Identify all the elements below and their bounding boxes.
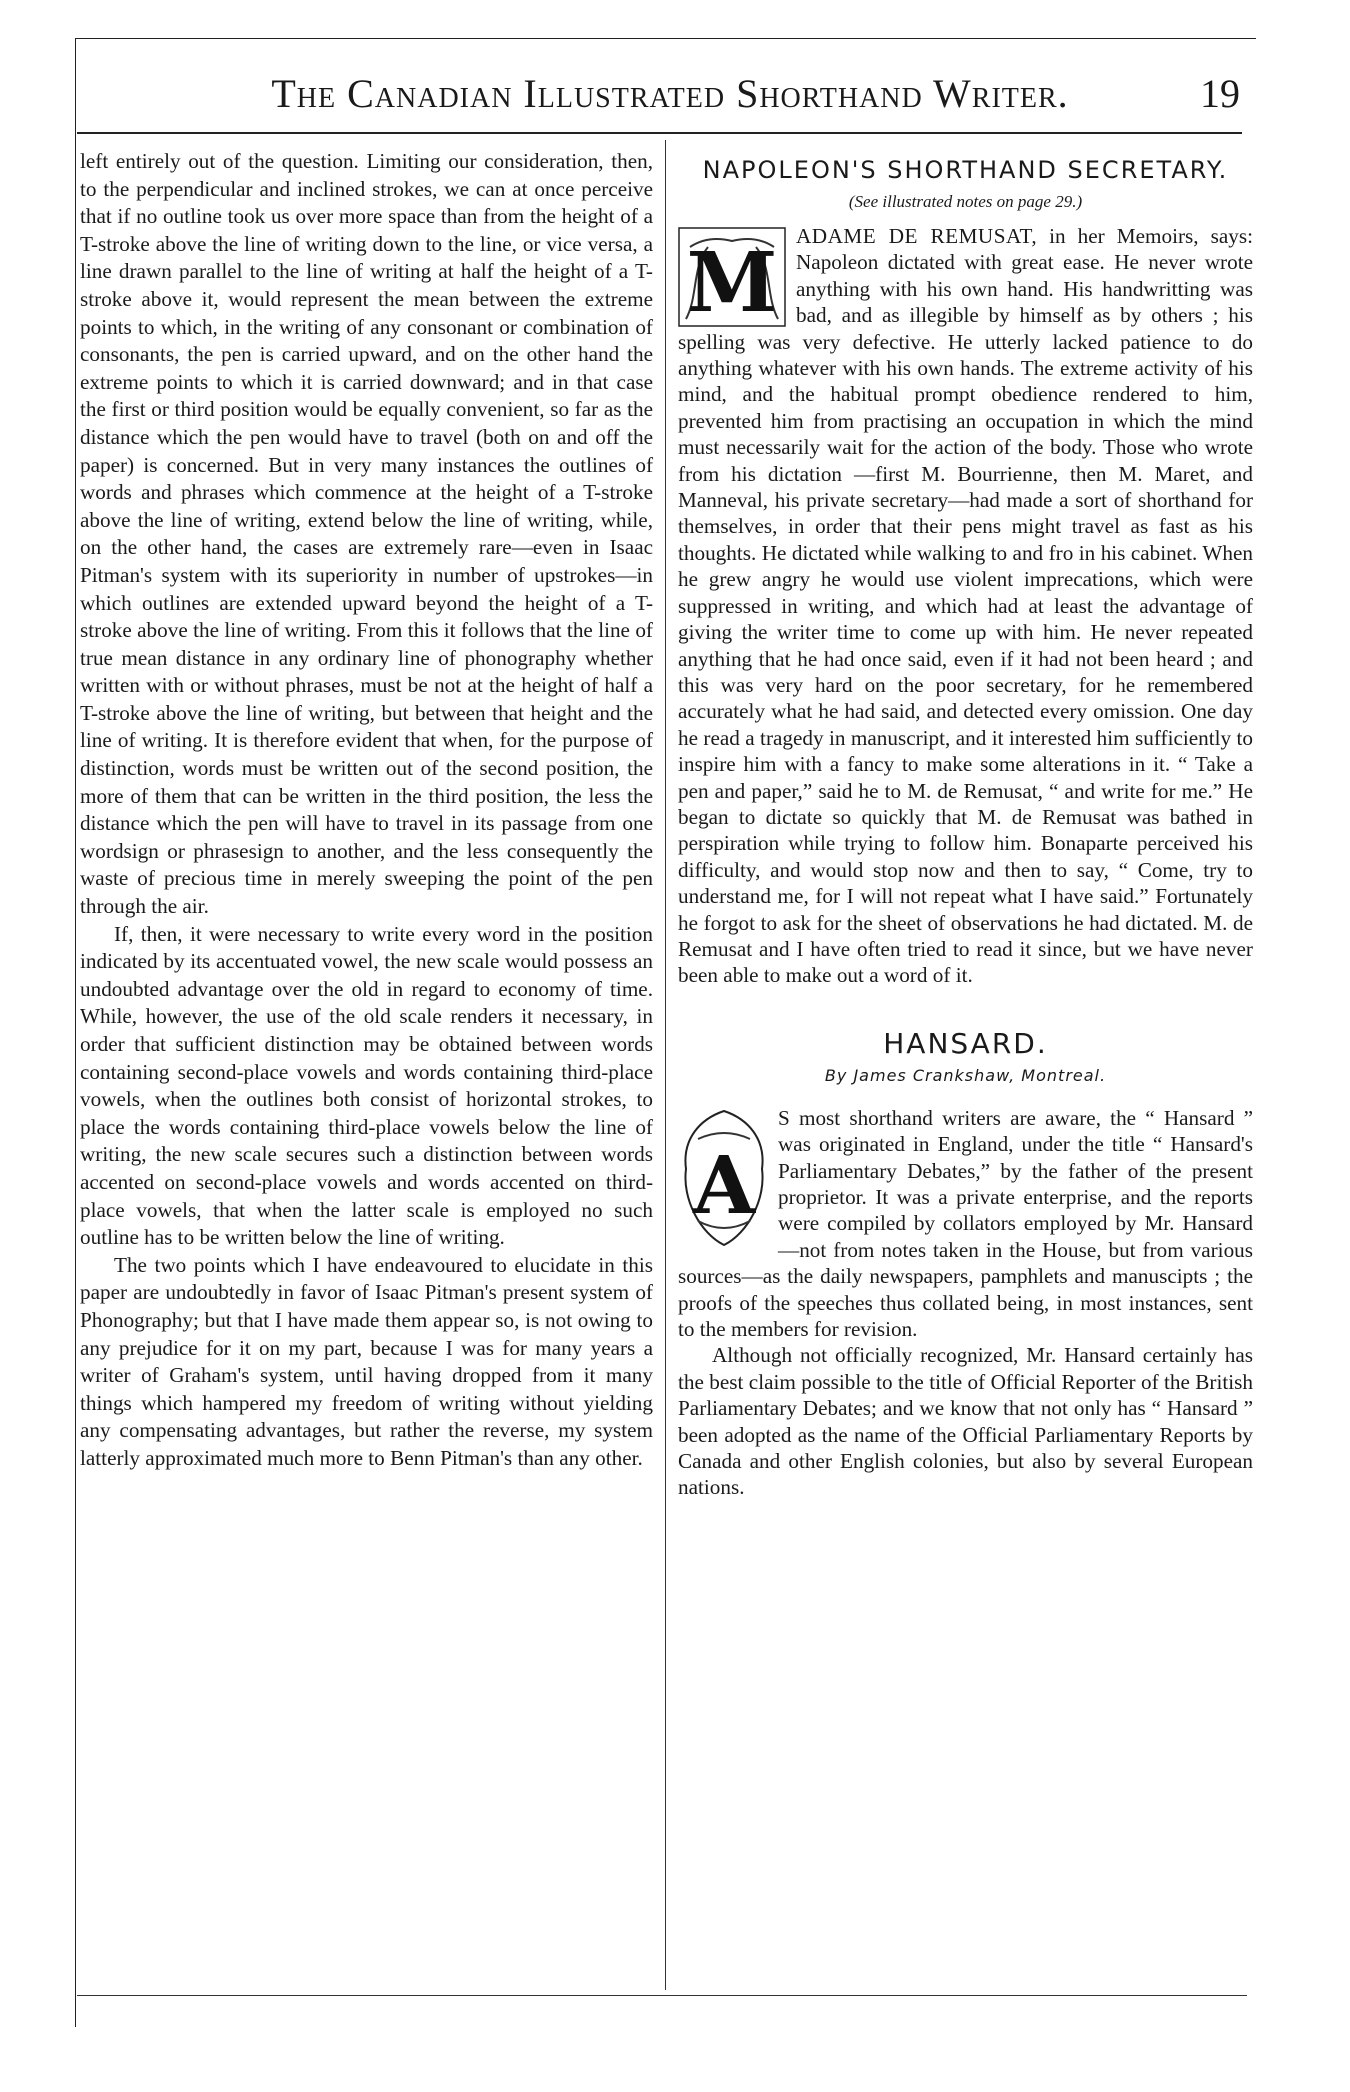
napoleon-article-note: (See illustrated notes on page 29.) [848,192,1083,211]
hansard-byline: By James Crankshaw, Montreal. [824,1065,1107,1085]
hansard-article-title: HANSARD. [883,1026,1048,1060]
napoleon-article-title: NAPOLEON'S SHORTHAND SECRETARY. [702,156,1229,184]
svg-text:A: A [692,1137,756,1232]
hansard-paragraph [678,1105,1253,1343]
left-column [80,148,653,1473]
running-head: The Canadian Illustrated Shorthand Writer. [271,71,1069,116]
napoleon-lead-in: ADAME DE REMUSAT, [796,224,1038,248]
left-paragraph: left entirely out of the question. Limiting our consideration, then, to the perpendicular and inclined strokes, we can at once perceive that if no outline took us over more space than from the height of a T-stroke above the line of writing down to the line, or vice versa, a line drawn parallel to the line of writing at half the height of a T-stroke above it, would represent the mean between the extreme points to which, in the writing of any consonant or combination of consonants, the pen is carried upward, and on the other hand the extreme points to which it is carried downward; and in that case the first or third position would be equally convenient, so far as the distance which the pen would have to travel (both on and off the paper) is concerned. But in very many instances the outlines of words and phrases which commence at the height of a T-stroke above the line of writing, extend below the line of writing, while, on the other hand, the cases are extremely rare—even in Isaac Pitman's system with its superiority in number of upstrokes—in which outlines are extended upward beyond the height of a T-stroke above the line of writing. From this it follows that the line of true mean distance in any ordinary line of phonography whether written with or without phrases, must be not at the height of half a T-stroke above the line of writing, but between that height and the line of writing. It is therefore evident that when, for the purpose of distinction, words must be written out of the second position, the more of them that can be written in the third position, the less the distance which the pen will have to travel in its passage from one wordsign or phrasesign to another, and the less consequently the waste of precious time in merely sweeping the point of the pen through the air. [80,149,653,919]
left-paragraph: If, then, it were necessary to write every word in the position indicated by its accentuated vowel, the new scale would possess an undoubted advantage over the old in regard to economy of time. While, however, the use of the old scale renders it necessary, in order that sufficient distinction may be obtained between words containing second-place vowels and words containing third-place vowels, when the outlines both consist of horizontal strokes, to place the words containing third-place vowels below the line of writing, the new scale secures such a distinction between words accented on second-place vowels and words accented on third-place vowels, that when the latter scale is employed no such outline has to be written below the line of writing. [80,921,653,1250]
svg-text:M: M [686,235,778,327]
column-divider [665,140,666,1990]
right-column [678,155,1253,1501]
header-rule [77,132,1242,134]
hansard-paragraph: Although not officially recognized, Mr. Hansard certainly has the best claim possible to the title of Official Reporter of the British Parliamentary Debates; and we know that not only has “ Hansard ” been adopted as the name of the Official Parliamentary Reports by Canada and other English colonies, but also by several European nations. [678,1343,1253,1500]
bottom-rule [77,1995,1247,1996]
ornamental-dropcap-a [678,1109,770,1247]
page-number: 19 [1200,71,1240,116]
napoleon-article-body [678,223,1253,989]
napoleon-body-text: in her Memoirs, says: Napoleon dictated with great ease. He never wrote anything with his own hand. His handwritting was bad, and as illegible by himself as by others ; his spelling was very defective. He utterly lacked patience to do anything whatever with his own hands. The extreme activity of his mind, and the habitual prompt obedience rendered to him, prevented him from practising an occupation in which the mind must necessarily wait for the action of the body. Those who wrote from his dictation —first M. Bourrienne, then M. Maret, and Manneval, his private secretary—had made a sort of shorthand for themselves, in order that their pens might travel as fast as his thoughts. He dictated while walking to and fro in his cabinet. When he grew angry he would use violent imprecations, which were suppressed in writing, and which had at least the advantage of giving the writer time to come up with him. He never repeated anything that he had once said, even if it had not been heard ; and this was very hard on the poor secretary, for he remembered accurately what he had said, and detected every omission. One day he read a tragedy in manuscript, and it interested him sufficiently to inspire him with a fancy to make some alterations in it. “ Take a pen and paper,” said he to M. de Remusat, “ and write for me.” He began to dictate so quickly that M. de Remusat was bathed in perspiration while trying to follow him. Bonaparte perceived his difficulty, and would stop now and then to say, “ Come, try to understand me, for I will not repeat what I have said.” Fortunately he forgot to ask for the sheet of observations he had dictated. M. de Remusat and I have often tried to read it since, but we have never been able to make out a word of it. [678,224,1253,988]
ornamental-dropcap-m [678,227,786,327]
hansard-first-paragraph: S most shorthand writers are aware, the “ Hansard ” was originated in England, under the title “ Hansard's Parliamentary Debates,” by the father of the present proprietor. It was a private enterprise, and the reports were compiled by collators employed by Mr. Hansard—not from notes taken in the House, but from various sources—as the daily newspapers, pamphlets and manuscipts ; the proofs of the speeches thus collated being, in most instances, sent to the members for revision. [678,1105,1253,1342]
left-paragraph: The two points which I have endeavoured to elucidate in this paper are undoubtedly in favor of Isaac Pitman's present system of Phonography; but that I have made them appear so, is not owing to any prejudice for it on my part, because I was for many years a writer of Graham's system, until having dropped from it many things which hampered my freedom of writing without yielding any compensating advantages, but rather the reverse, my system latterly approximated much more to Benn Pitman's than any other. [80,1252,653,1470]
